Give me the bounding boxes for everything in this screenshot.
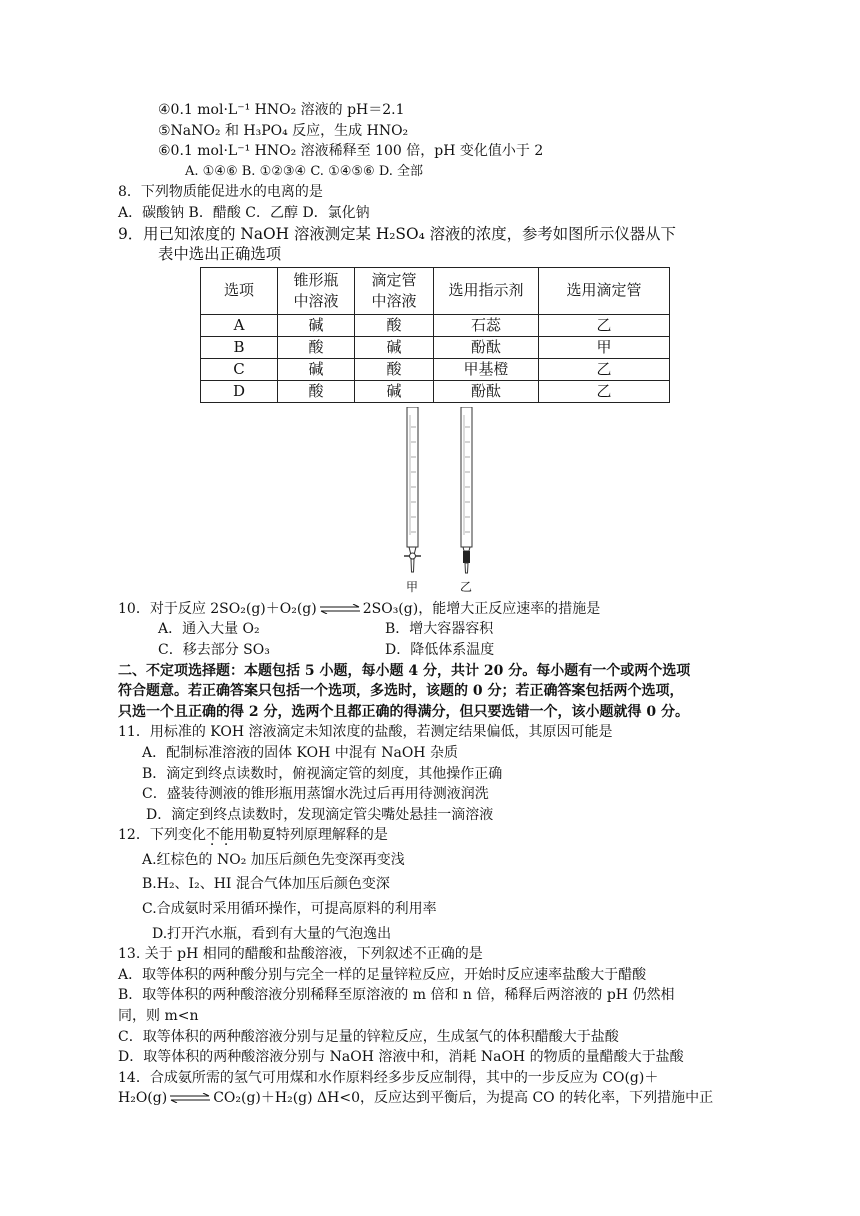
table-cell: A bbox=[201, 314, 278, 336]
burettes-figure bbox=[130, 407, 730, 599]
q12-stem bbox=[118, 825, 730, 846]
section2-line-1: 二、不定项选择题：本题包括 5 小题，每小题 4 分，共计 20 分。每小题有一个或两个选项 bbox=[118, 662, 691, 679]
table-cell: 乙 bbox=[539, 358, 670, 380]
q10-option-a: A．通入大量 O₂ bbox=[158, 621, 260, 638]
burette-label-jia: 甲 bbox=[406, 579, 419, 594]
q14-line-2-post: CO₂(g)＋H₂(g) ΔH<0，反应达到平衡后，为提高 CO 的转化率，下列措施中正 bbox=[213, 1090, 714, 1107]
q7-item-5: ⑤NaNO₂ 和 H₃PO₄ 反应，生成 HNO₂ bbox=[158, 122, 409, 139]
table-cell: 甲 bbox=[539, 336, 670, 358]
table-row bbox=[201, 314, 670, 336]
q12-stem-emphasis-2: 能 bbox=[219, 827, 234, 844]
q7-options: A. ①④⑥ B. ①②③④ C. ①④⑤⑥ D. 全部 bbox=[185, 163, 424, 179]
table-cell: 石蕊 bbox=[434, 314, 539, 336]
q13-option-d: D．取等体积的两种酸溶液分别与 NaOH 溶液中和，消耗 NaOH 的物质的量醋酸大于盐酸 bbox=[118, 1049, 684, 1066]
q11-option-b: B．滴定到终点读数时，俯视滴定管的刻度，其他操作正确 bbox=[142, 765, 503, 782]
q13-stem: 13. 关于 pH 相同的醋酸和盐酸溶液，下列叙述不正确的是 bbox=[118, 946, 483, 963]
table-header-row bbox=[201, 267, 670, 314]
table-cell: 酸 bbox=[355, 314, 434, 336]
q8-options: A．碳酸钠 B．醋酸 C．乙醇 D．氯化钠 bbox=[118, 204, 370, 221]
table-cell: 碱 bbox=[355, 380, 434, 402]
q11-option-c: C．盛装待测液的锥形瓶用蒸馏水洗过后再用待测液润洗 bbox=[142, 786, 489, 803]
table-row bbox=[201, 380, 670, 402]
q10-option-d: D．降低体系温度 bbox=[385, 641, 495, 658]
section2-line-2: 符合题意。若正确答案只包括一个选项，多选时，该题的 0 分；若正确答案包括两个选项， bbox=[118, 683, 684, 700]
q14-line-2-pre: H₂O(g) bbox=[118, 1090, 168, 1107]
q10-stem bbox=[118, 599, 730, 620]
q8-stem: 8．下列物质能促进水的电离的是 bbox=[118, 184, 323, 201]
table-cell: C bbox=[201, 358, 278, 380]
q13-option-c: C．取等体积的两种酸溶液分别与足量的锌粒反应，生成氢气的体积醋酸大于盐酸 bbox=[118, 1028, 619, 1045]
burette-jia-icon bbox=[404, 407, 421, 572]
q12-stem-emphasis-1: 不 bbox=[205, 827, 220, 844]
table-cell: 碱 bbox=[278, 314, 355, 336]
equilibrium-arrow-icon bbox=[319, 604, 361, 614]
q10-option-b: B．增大容器容积 bbox=[385, 621, 494, 638]
q11-option-a: A．配制标准溶液的固体 KOH 中混有 NaOH 杂质 bbox=[142, 744, 458, 761]
burette-label-yi: 乙 bbox=[460, 579, 473, 594]
table-header-cell: 选用指示剂 bbox=[434, 267, 539, 314]
q7-item-6: ⑥0.1 mol·L⁻¹ HNO₂ 溶液稀释至 100 倍，pH 变化值小于 2 bbox=[158, 143, 544, 160]
table-cell: D bbox=[201, 380, 278, 402]
q9-options-table bbox=[200, 267, 670, 403]
q10-stem-pre: 10．对于反应 2SO₂(g)＋O₂(g) bbox=[118, 600, 317, 617]
table-header-cell: 锥形瓶 中溶液 bbox=[278, 267, 355, 314]
table-cell: 酸 bbox=[278, 336, 355, 358]
section2-line-3: 只选一个且正确的得 2 分，选两个且都正确的得满分，但只要选错一个，该小题就得 0 分。 bbox=[118, 703, 689, 720]
q12-option-d: D.打开汽水瓶，看到有大量的气泡逸出 bbox=[152, 925, 392, 942]
q11-stem: 11．用标准的 KOH 溶液滴定未知浓度的盐酸，若测定结果偏低，其原因可能是 bbox=[118, 724, 613, 741]
table-cell: 酸 bbox=[278, 380, 355, 402]
table-cell: B bbox=[201, 336, 278, 358]
table-row bbox=[201, 358, 670, 380]
q12-stem-post: 用勒夏特列原理解释的是 bbox=[233, 827, 388, 844]
table-cell: 酸 bbox=[355, 358, 434, 380]
table-cell: 碱 bbox=[355, 336, 434, 358]
table-header-cell: 滴定管 中溶液 bbox=[355, 267, 434, 314]
q9-stem-2: 表中选出正确选项 bbox=[158, 245, 282, 264]
q12-stem-pre: 12．下列变化 bbox=[118, 827, 206, 844]
burette-illustration bbox=[130, 407, 730, 577]
table-cell: 乙 bbox=[539, 380, 670, 402]
q10-stem-post: 2SO₃(g)，能增大正反应速率的措施是 bbox=[362, 600, 601, 617]
table-header-cell: 选项 bbox=[201, 267, 278, 314]
table-cell: 酚酞 bbox=[434, 336, 539, 358]
q11-option-d: D．滴定到终点读数时，发现滴定管尖嘴处悬挂一滴溶液 bbox=[146, 806, 494, 823]
q7-item-4: ④0.1 mol·L⁻¹ HNO₂ 溶液的 pH＝2.1 bbox=[158, 102, 405, 118]
q9-stem-1: 9．用已知浓度的 NaOH 溶液测定某 H₂SO₄ 溶液的浓度，参考如图所示仪器从下 bbox=[118, 224, 676, 243]
table-cell: 乙 bbox=[539, 314, 670, 336]
burette-yi-icon bbox=[461, 407, 472, 573]
table-header-cell: 选用滴定管 bbox=[539, 267, 670, 314]
q13-option-b-1: B．取等体积的两种酸溶液分别稀释至原溶液的 m 倍和 n 倍，稀释后两溶液的 pH 仍然相 bbox=[118, 987, 675, 1004]
table-row bbox=[201, 336, 670, 358]
table-cell: 碱 bbox=[278, 358, 355, 380]
equilibrium-arrow-icon bbox=[169, 1093, 211, 1103]
q13-option-a: A．取等体积的两种酸分别与完全一样的足量锌粒反应，开始时反应速率盐酸大于醋酸 bbox=[118, 966, 647, 983]
table-cell: 酚酞 bbox=[434, 380, 539, 402]
q13-option-b-2: 同，则 m<n bbox=[118, 1008, 199, 1025]
q12-option-a: A.红棕色的 NO₂ 加压后颜色先变深再变浅 bbox=[142, 851, 405, 868]
exam-page bbox=[118, 100, 730, 1109]
q14-line-2 bbox=[118, 1088, 730, 1109]
q12-option-c: C.合成氨时采用循环操作，可提高原料的利用率 bbox=[142, 901, 437, 918]
q10-options-row2 bbox=[130, 640, 730, 661]
q10-option-c: C．移去部分 SO₃ bbox=[158, 641, 270, 658]
table-cell: 甲基橙 bbox=[434, 358, 539, 380]
q14-line-1: 14．合成氨所需的氢气可用煤和水作原料经多步反应制得，其中的一步反应为 CO(g)＋ bbox=[118, 1069, 659, 1086]
q12-option-b: B.H₂、I₂、HI 混合气体加压后颜色变深 bbox=[142, 876, 390, 893]
q10-options-row1 bbox=[130, 619, 730, 640]
